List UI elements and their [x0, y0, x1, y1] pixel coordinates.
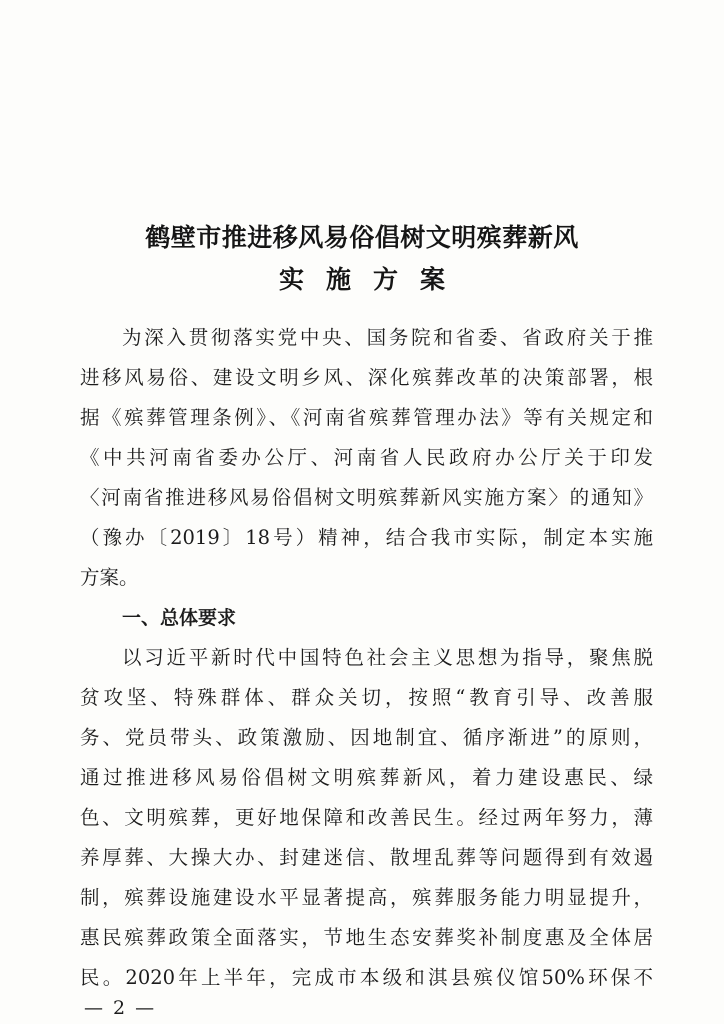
intro-line: 进移风易俗、建设文明乡风、深化殡葬改革的决策部署，根 [80, 366, 653, 389]
section-line: 养厚葬、大操大办、封建迷信、散埋乱葬等问题得到有效遏 [80, 846, 653, 869]
page-number: — 2 — [84, 997, 157, 1019]
section-line: 通过推进移风易俗倡树文明殡葬新风，着力建设惠民、绿 [80, 766, 653, 789]
intro-line: 为深入贯彻落实党中央、国务院和省委、省政府关于推 [122, 326, 653, 349]
intro-line: 〈河南省推进移风易俗倡树文明殡葬新风实施方案〉的通知》 [80, 486, 653, 509]
section-line: 制，殡葬设施建设水平显著提高，殡葬服务能力明显提升， [80, 886, 653, 909]
section-heading: 一、总体要求 [122, 607, 237, 629]
section-line: 贫攻坚、特殊群体、群众关切，按照“教育引导、改善服 [80, 686, 653, 709]
intro-line: 据《殡葬管理条例》、《河南省殡葬管理办法》等有关规定和 [80, 406, 653, 429]
intro-line: （豫办〔2019〕18号）精神，结合我市实际，制定本实施 [80, 526, 653, 549]
document-title-line-2: 实施方案 [278, 265, 467, 294]
section-line: 务、党员带头、政策激励、因地制宜、循序渐进”的原则， [80, 726, 653, 749]
section-line: 以习近平新时代中国特色社会主义思想为指导，聚焦脱 [122, 646, 653, 669]
section-line: 民。2020年上半年，完成市本级和淇县殡仪馆50%环保不 [80, 966, 653, 989]
intro-line: 方案。 [80, 566, 139, 589]
section-line: 惠民殡葬政策全面落实，节地生态安葬奖补制度惠及全体居 [80, 926, 653, 949]
section-line: 色、文明殡葬，更好地保障和改善民生。经过两年努力，薄 [80, 806, 653, 829]
intro-line: 《中共河南省委办公厅、河南省人民政府办公厅关于印发 [80, 446, 653, 469]
document-title-line-1: 鹤壁市推进移风易俗倡树文明殡葬新风 [145, 223, 579, 252]
